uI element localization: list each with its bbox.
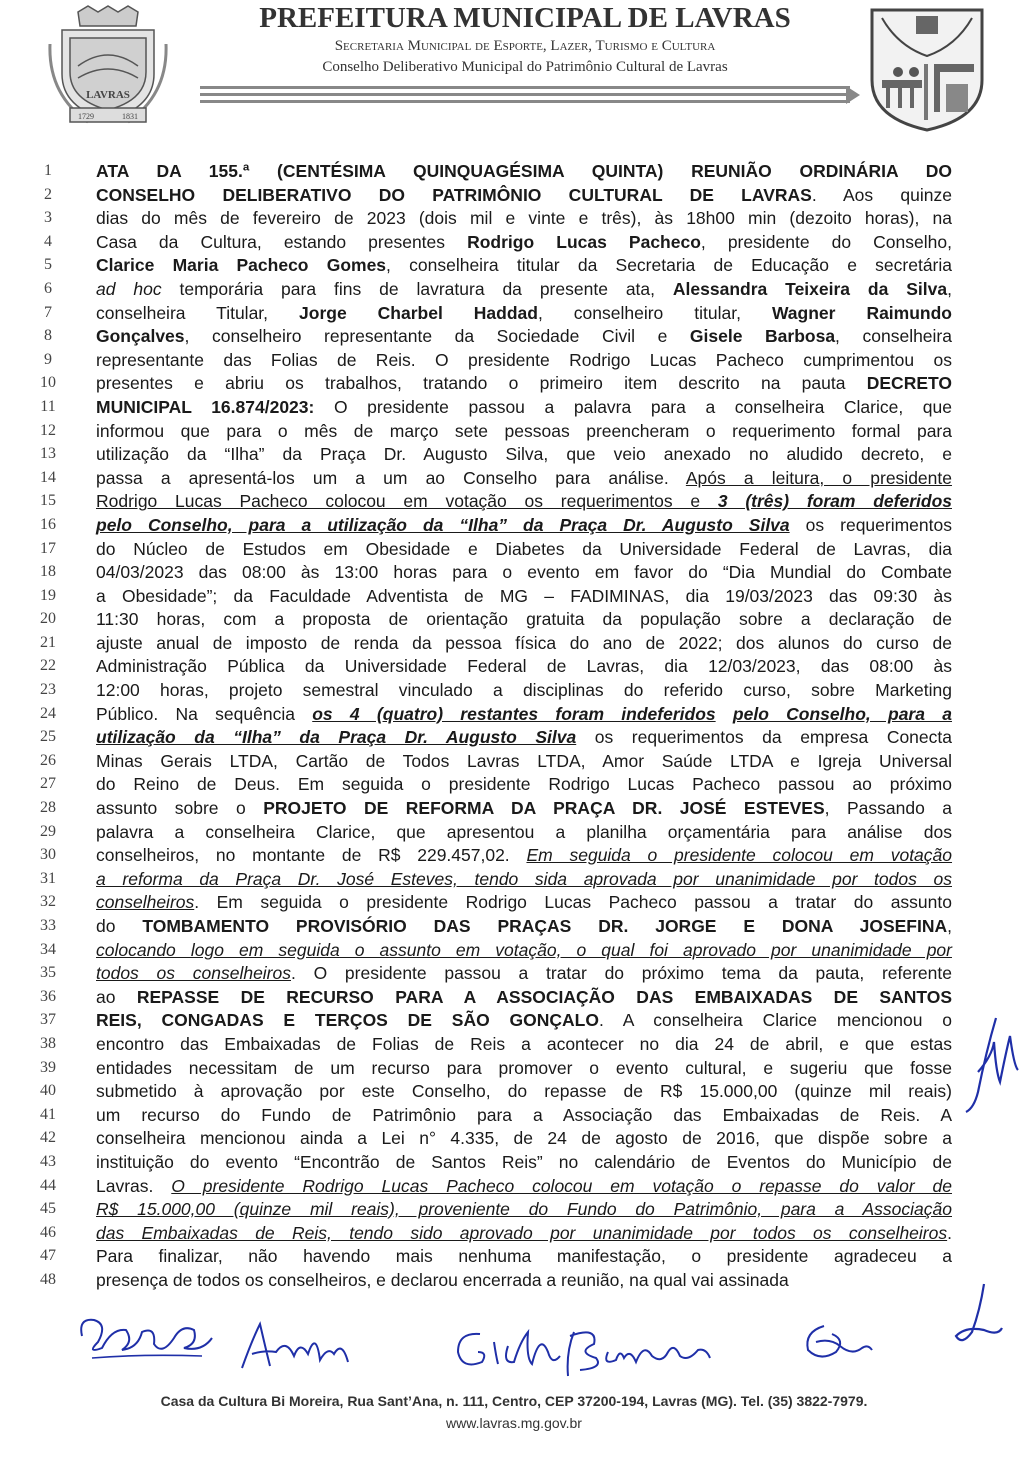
minutes-body [0,160,1028,1293]
line-number: 41 [40,1105,56,1123]
line-text [96,1269,952,1292]
minutes-line [0,821,1028,845]
line-number: 20 [40,610,56,628]
line-text [96,1057,952,1080]
line-number: 45 [40,1200,56,1218]
crest-year-right: 1831 [122,112,138,121]
text-segment: os requerimentos da empresa Conecta [576,727,952,748]
minutes-line [0,1245,1028,1269]
line-number: 3 [44,209,52,227]
minutes-line [0,1104,1028,1128]
line-number: 44 [40,1176,56,1194]
minutes-line [0,797,1028,821]
line-text [96,1222,952,1245]
text-segment: do [96,916,143,936]
line-text [96,1198,952,1221]
line-text [96,1080,952,1103]
minutes-line [0,632,1028,656]
text-segment: utilização da “Ilha” da Praça Dr. Augusto Silva, que veio anexado no aludido decreto, e [96,444,952,465]
text-segment: Jorge Charbel Haddad [299,302,538,323]
minutes-line [0,349,1028,373]
minutes-line [0,538,1028,562]
line-number: 12 [40,421,56,439]
text-segment: conselheira Titular, [96,302,300,323]
text-segment: Público. Na sequência [96,703,313,724]
minutes-line [0,703,1028,727]
text-segment: , conselheiro representante da Sociedade Civil e [184,326,690,347]
text-segment: DECRETO [866,373,952,394]
margin-initials-signature [956,1012,1024,1122]
text-segment: colocando logo em seguida o assunto em votação, o qual foi aprovado por unanimidade por [96,939,952,960]
city-coat-of-arms [48,4,168,132]
minutes-line [0,844,1028,868]
line-text [96,254,952,277]
line-number: 25 [40,728,56,746]
line-text [96,184,952,207]
text-segment: Para finalizar, não havendo mais nenhuma manifestação, o presidente agradeceu a [96,1246,952,1267]
minutes-line [0,1080,1028,1104]
line-text [96,1151,952,1174]
minutes-line [0,915,1028,939]
text-segment: do Reino de Deus. Em seguida o presidente Rodrigo Lucas Pacheco passou ao próximo [96,774,952,795]
line-text [96,490,952,513]
line-text [96,585,952,608]
text-segment: Rodrigo Lucas Pacheco [467,231,701,252]
line-number: 26 [40,751,56,769]
line-number: 34 [40,940,56,958]
text-segment: . [947,1222,952,1243]
minutes-line [0,655,1028,679]
line-text [96,1009,952,1032]
text-segment: conselheiros, no montante de R$ 229.457,02. [96,845,527,866]
minutes-line [0,1269,1028,1293]
line-number: 33 [40,917,56,934]
minutes-line [0,467,1028,491]
minutes-line [0,278,1028,302]
minutes-line [0,750,1028,774]
minutes-line [0,231,1028,255]
text-segment: , [947,278,952,299]
text-segment: ad hoc [96,278,162,299]
text-segment: pelo Conselho, para a [732,703,952,724]
text-segment: temporária para fins de lavratura da presente ata, [161,278,673,299]
line-text [96,703,952,726]
minutes-line [0,514,1028,538]
minutes-line [0,184,1028,208]
minutes-line [0,1175,1028,1199]
text-segment: conselheiros [96,892,195,913]
line-text [96,349,952,372]
minutes-line [0,773,1028,797]
line-text [96,160,952,183]
signature-2 [230,1310,360,1380]
header-divider-top [200,86,850,89]
text-segment: . Em seguida o presidente Rodrigo Lucas Pacheco passou a tratar do assunto [194,892,952,913]
line-text [96,1033,952,1056]
line-number: 32 [40,893,56,911]
text-segment: dias do mês de fevereiro de 2023 (dois mil e vinte e três), às 18h00 min (dezoito horas), na [96,208,952,229]
header-divider-bottom [200,100,850,103]
minutes-line [0,302,1028,326]
minutes-line [0,160,1028,184]
text-segment: todos os conselheiros [96,963,291,984]
line-number: 31 [40,869,56,887]
line-text [96,797,952,820]
text-segment: pelo Conselho, para a utilização da “Ilha” da Praça Dr. Augusto Silva [96,514,790,535]
line-number: 16 [40,515,56,533]
signature-4 [796,1316,876,1366]
line-number: 40 [40,1082,56,1100]
line-text [96,325,952,348]
line-text [96,207,952,230]
text-segment: ajuste anual de imposto de renda da pessoa física do ano de 2022; dos alunos do curso de [96,632,952,653]
header-title: PREFEITURA MUNICIPAL DE LAVRAS [259,2,791,34]
minutes-line [0,939,1028,963]
line-number: 37 [40,1011,56,1029]
text-segment: Wagner Raimundo [771,302,952,323]
text-segment: MUNICIPAL 16.874/2023: [96,396,315,417]
line-text [96,420,952,443]
line-text [96,302,952,325]
line-text [96,396,952,419]
line-number: 22 [40,657,56,675]
line-text [96,655,952,678]
text-segment: , conselheiro titular, [537,302,772,323]
minutes-line [0,962,1028,986]
line-number: 11 [40,397,56,415]
minutes-line [0,726,1028,750]
line-number: 38 [40,1034,56,1052]
line-text [96,514,952,537]
text-segment: instituição do evento “Encontrão de Santos Reis” no calendário de Eventos do Município de [96,1151,952,1172]
text-segment: 11:30 horas, com a proposta de orientação gratuita da população sobre a declaração de [96,609,952,630]
line-number: 4 [44,232,52,250]
minutes-line [0,1127,1028,1151]
minutes-line [0,561,1028,585]
text-segment: Administração Pública da Universidade Federal de Lavras, dia 12/03/2023, das 08:00 às [96,656,952,677]
line-number: 35 [40,964,56,982]
minutes-line [0,443,1028,467]
line-text [96,231,952,254]
crest-year-left: 1729 [78,112,94,121]
minutes-line [0,1033,1028,1057]
line-text [96,372,952,395]
line-text [96,1245,952,1268]
line-text [96,608,952,631]
text-segment: encontro das Embaixadas de Folias de Reis a acontecer no dia 24 de abril, e que estas [96,1033,952,1054]
text-segment: REIS, CONGADAS E TERÇOS DE SÃO GONÇALO [96,1010,599,1031]
text-segment: CONSELHO DELIBERATIVO DO PATRIMÔNIO CULTURAL DE LAVRAS [96,184,812,205]
text-segment: REPASSE DE RECURSO PARA A ASSOCIAÇÃO DAS EMBAIXADAS DE SANTOS [136,986,952,1007]
text-segment: R$ 15.000,00 (quinze mil reais), proveniente do Fundo do Patrimônio, para a Associação [96,1199,952,1220]
header-subtitle-council: Conselho Deliberativo Municipal do Patrimônio Cultural de Lavras [322,59,728,75]
text-segment: entidades necessitam de um recurso para promover o evento cultural, e sugeriu que fosse [96,1057,952,1078]
line-text [96,561,952,584]
signature-1 [72,1308,222,1368]
line-text [96,773,952,796]
line-number: 39 [40,1058,56,1076]
text-segment: 12:00 horas, projeto semestral vinculado a disciplinas do referido curso, sobre Marketing [96,680,952,701]
line-number: 6 [44,279,52,297]
header-divider-arrow [846,84,862,106]
text-segment: . O presidente passou a tratar do próximo tema da pauta, referente [291,963,952,984]
line-number: 13 [40,445,56,463]
minutes-line [0,679,1028,703]
line-number: 17 [40,539,56,557]
text-segment: , [947,916,953,936]
line-number: 23 [40,681,56,699]
line-number: 7 [44,303,52,321]
footer-address: Casa da Cultura Bi Moreira, Rua Sant’Ana, n. 111, Centro, CEP 37200-194, Lavras (MG). Tel. (35) 3822-7979. [160,1393,868,1409]
text-segment: Gonçalves [96,326,185,347]
text-segment: um recurso do Fundo de Patrimônio para a Associação das Embaixadas de Reis. A [96,1104,952,1125]
line-number: 1 [44,162,52,179]
line-number: 9 [44,350,52,368]
text-segment: Alessandra Teixeira da Silva [672,278,948,299]
line-number: 5 [44,256,52,274]
text-segment: Em seguida o presidente colocou em votação [526,845,953,866]
text-segment: , conselheira titular da Secretaria de Educação e secretária [386,255,952,276]
minutes-line [0,207,1028,231]
line-number: 29 [40,822,56,840]
text-segment: Rodrigo Lucas Pacheco colocou em votação os requerimentos e [96,491,718,512]
line-number: 2 [44,185,52,203]
text-segment: ao [96,986,137,1007]
text-segment: , conselheira [835,326,952,347]
text-segment: do Núcleo de Estudos em Obesidade e Diabetes da Universidade Federal de Lavras, dia [96,538,952,559]
minutes-line [0,325,1028,349]
text-segment: Gisele Barbosa [689,326,836,347]
minutes-line [0,608,1028,632]
line-text [96,891,952,914]
text-segment [716,704,733,724]
line-text [96,915,952,938]
text-segment: ATA DA 155.ª (CENTÉSIMA QUINQUAGÉSIMA QUINTA) REUNIÃO ORDINÁRIA DO [96,161,952,181]
line-number: 28 [40,799,56,817]
line-number: 47 [40,1247,56,1265]
text-segment: os requerimentos [789,514,952,535]
text-segment: presença de todos os conselheiros, e declarou encerrada a reunião, na qual vai assinada [96,1269,789,1290]
text-segment: passa a apresentá-los um a um ao Conselho para análise. [96,467,686,488]
line-text [96,632,952,655]
line-number: 14 [40,468,56,486]
text-segment: utilização da “Ilha” da Praça Dr. Augusto Silva [96,727,577,748]
text-segment: 3 (três) foram deferidos [717,491,952,512]
minutes-line [0,868,1028,892]
text-segment: assunto sobre o [96,798,264,819]
text-segment: 04/03/2023 das 08:00 às 13:00 horas para o evento em favor do “Dia Mundial do Combate [96,562,952,583]
text-segment: conselheira mencionou ainda a Lei n° 4.335, de 24 de agosto de 2016, que dispõe sobre a [96,1128,952,1149]
footer-website: www.lavras.mg.gov.br [446,1415,582,1431]
signature-gisele-barbosa [448,1312,718,1382]
line-number: 8 [44,327,52,345]
text-segment: . Aos quinze [811,184,952,205]
line-number: 10 [40,374,56,392]
minutes-line [0,372,1028,396]
line-number: 30 [40,846,56,864]
council-emblem [868,6,986,134]
minutes-line [0,1009,1028,1033]
header-divider-middle [200,93,850,96]
text-segment: os 4 (quatro) restantes foram indeferidos [312,703,716,724]
line-number: 43 [40,1152,56,1170]
text-segment: submetido à aprovação por este Conselho, do repasse de R$ 15.000,00 (quinze mil reais) [96,1081,952,1102]
text-segment: , presidente do Conselho, [700,231,952,252]
text-segment: Casa da Cultura, estando presentes [96,231,468,252]
line-text [96,844,952,867]
minutes-line [0,396,1028,420]
minutes-line [0,986,1028,1010]
line-text [96,278,952,301]
text-segment: O presidente Rodrigo Lucas Pacheco colocou em votação o repasse do valor de [171,1175,952,1196]
text-segment: a Obesidade”; da Faculdade Adventista de MG – FADIMINAS, dia 19/03/2023 das 09:30 às [96,585,952,606]
line-text [96,939,952,962]
text-segment: TOMBAMENTO PROVISÓRIO DAS PRAÇAS DR. JORGE E DONA JOSEFINA [142,916,948,936]
text-segment: Clarice Maria Pacheco Gomes [96,255,387,276]
text-segment: , Passando a [824,798,952,819]
line-number: 42 [40,1129,56,1147]
line-number: 15 [40,492,56,510]
text-segment: das Embaixadas de Reis, tendo sido aprovado por unanimidade por todos os conselheiros [96,1222,948,1243]
line-text [96,868,952,891]
line-number: 18 [40,563,56,581]
minutes-line [0,1151,1028,1175]
minutes-line [0,1198,1028,1222]
text-segment: . A conselheira Clarice mencionou o [599,1010,953,1031]
line-text [96,726,952,749]
line-number: 46 [40,1223,56,1241]
line-text [96,821,952,844]
line-text [96,679,952,702]
line-text [96,986,952,1009]
text-segment: Após a leitura, o presidente [685,467,952,488]
line-text [96,467,952,490]
text-segment: representante das Folias de Reis. O presidente Rodrigo Lucas Pacheco cumprimentou os [96,349,952,370]
minutes-line [0,891,1028,915]
line-text [96,538,952,561]
header-subtitle-secretariat: Secretaria Municipal de Esporte, Lazer, Turismo e Cultura [334,38,716,54]
minutes-line [0,490,1028,514]
text-segment: informou que para o mês de março sete pessoas preencheram o requerimento formal para [96,420,952,441]
text-segment: O presidente passou a palavra para a conselheira Clarice, que [314,396,953,417]
crest-city-text: LAVRAS [86,89,130,101]
margin-signature-right [944,1280,1006,1350]
minutes-line [0,420,1028,444]
line-number: 21 [40,633,56,651]
line-text [96,1127,952,1150]
line-number: 19 [40,586,56,604]
text-segment: Minas Gerais LTDA, Cartão de Todos Lavras LTDA, Amor Saúde LTDA e Igreja Universal [96,750,952,771]
line-text [96,1175,952,1198]
text-segment: Lavras. [96,1175,172,1196]
minutes-line [0,585,1028,609]
minutes-line [0,254,1028,278]
line-text [96,1104,952,1127]
text-segment: a reforma da Praça Dr. José Esteves, tendo sida aprovada por unanimidade por todos os [96,868,952,889]
line-text [96,962,952,985]
line-number: 27 [40,775,56,793]
line-text [96,443,952,466]
text-segment: PROJETO DE REFORMA DA PRAÇA DR. JOSÉ ESTEVES [263,798,825,819]
line-text [96,750,952,773]
line-number: 48 [40,1270,56,1288]
line-number: 36 [40,987,56,1005]
minutes-line [0,1057,1028,1081]
text-segment: presentes e abriu os trabalhos, tratando o primeiro item descrito na pauta [96,373,867,394]
text-segment: palavra a conselheira Clarice, que apresentou a planilha orçamentária para análise dos [96,821,952,842]
line-number: 24 [40,704,56,722]
minutes-line [0,1222,1028,1246]
